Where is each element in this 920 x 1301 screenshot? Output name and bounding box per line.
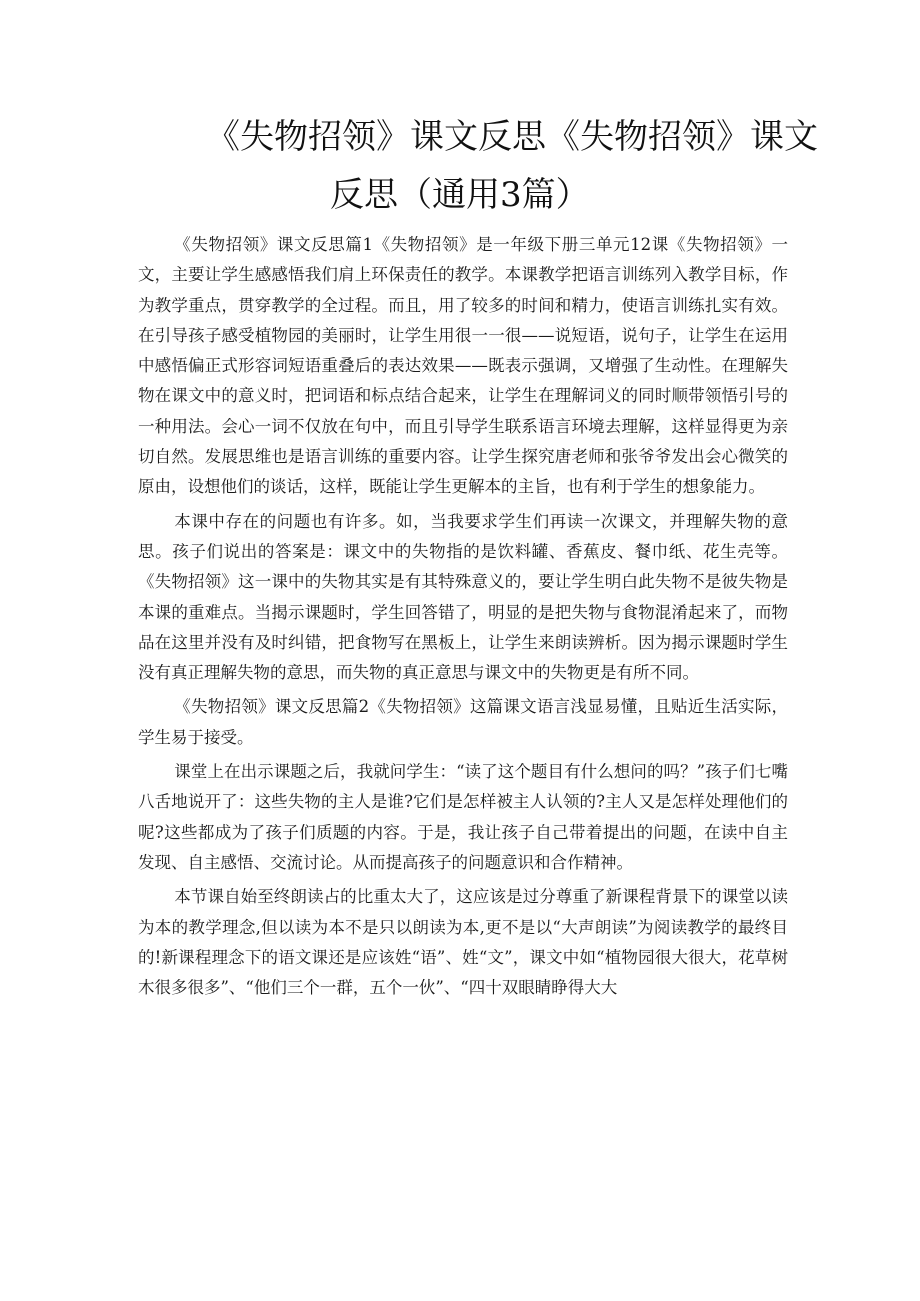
- paragraph: 本节课自始至终朗读占的比重太大了，这应该是过分尊重了新课程背景下的课堂以读为本的教学理念,但以读为本不是只以朗读为本,更不是以“大声朗读”为阅读教学的最终目的!新课程理念下的语文课还是应该姓“语”、姓“文”，课文中如“植物园很大很大，花草树木很多很多”、“他们三个一群，五个一伙”、“四十双眼睛睁得大大: [138, 887, 788, 998]
- document-title: [140, 108, 818, 224]
- paragraph: 《失物招领》课文反思篇2《失物招领》这篇课文语言浅显易懂，且贴近生活实际，学生易于接受。: [138, 697, 788, 747]
- title-line-2: 反思（通用3篇）: [330, 175, 590, 215]
- document-body: [138, 230, 788, 1007]
- title-line-1: 《失物招领》课文反思《失物招领》课文: [206, 117, 818, 157]
- paragraph: 课堂上在出示课题之后，我就问学生：“读了这个题目有什么想问的吗？”孩子们七嘴八舌地说开了：这些失物的主人是谁?它们是怎样被主人认领的?主人又是怎样处理他们的呢?这些都成为了孩子们质题的内容。于是，我让孩子自己带着提出的问题，在读中自主发现、自主感悟、交流讨论。从而提高孩子的问题意识和合作精神。: [138, 762, 788, 872]
- paragraph: 《失物招领》课文反思篇1《失物招领》是一年级下册三单元12课《失物招领》一文，主要让学生感感悟我们肩上环保责任的教学。本课教学把语言训练列入教学目标，作为教学重点，贯穿教学的全过程。而且，用了较多的时间和精力，使语言训练扎实有效。在引导孩子感受植物园的美丽时，让学生用很一一很——说短语，说句子，让学生在运用中感悟偏正式形容词短语重叠后的表达效果——既表示强调，又增强了生动性。在理解失物在课文中的意义时，把词语和标点结合起来，让学生在理解词义的同时顺带领悟引号的一种用法。会心一词不仅放在句中，而且引导学生联系语言环境去理解，这样显得更为亲切自然。发展思维也是语言训练的重要内容。让学生探究唐老师和张爷爷发出会心微笑的原由，设想他们的谈话，这样，既能让学生更解本的主旨，也有利于学生的想象能力。: [138, 235, 788, 497]
- paragraph: 本课中存在的问题也有许多。如，当我要求学生们再读一次课文，并理解失物的意思。孩子们说出的答案是：课文中的失物指的是饮料罐、香蕉皮、餐巾纸、花生壳等。《失物招领》这一课中的失物其实是有其特殊意义的，要让学生明白此失物不是彼失物是本课的重难点。当揭示课题时，学生回答错了，明显的是把失物与食物混淆起来了，而物品在这里并没有及时纠错，把食物写在黑板上，让学生来朗读辨析。因为揭示课题时学生没有真正理解失物的意思，而失物的真正意思与课文中的失物更是有所不同。: [138, 511, 788, 683]
